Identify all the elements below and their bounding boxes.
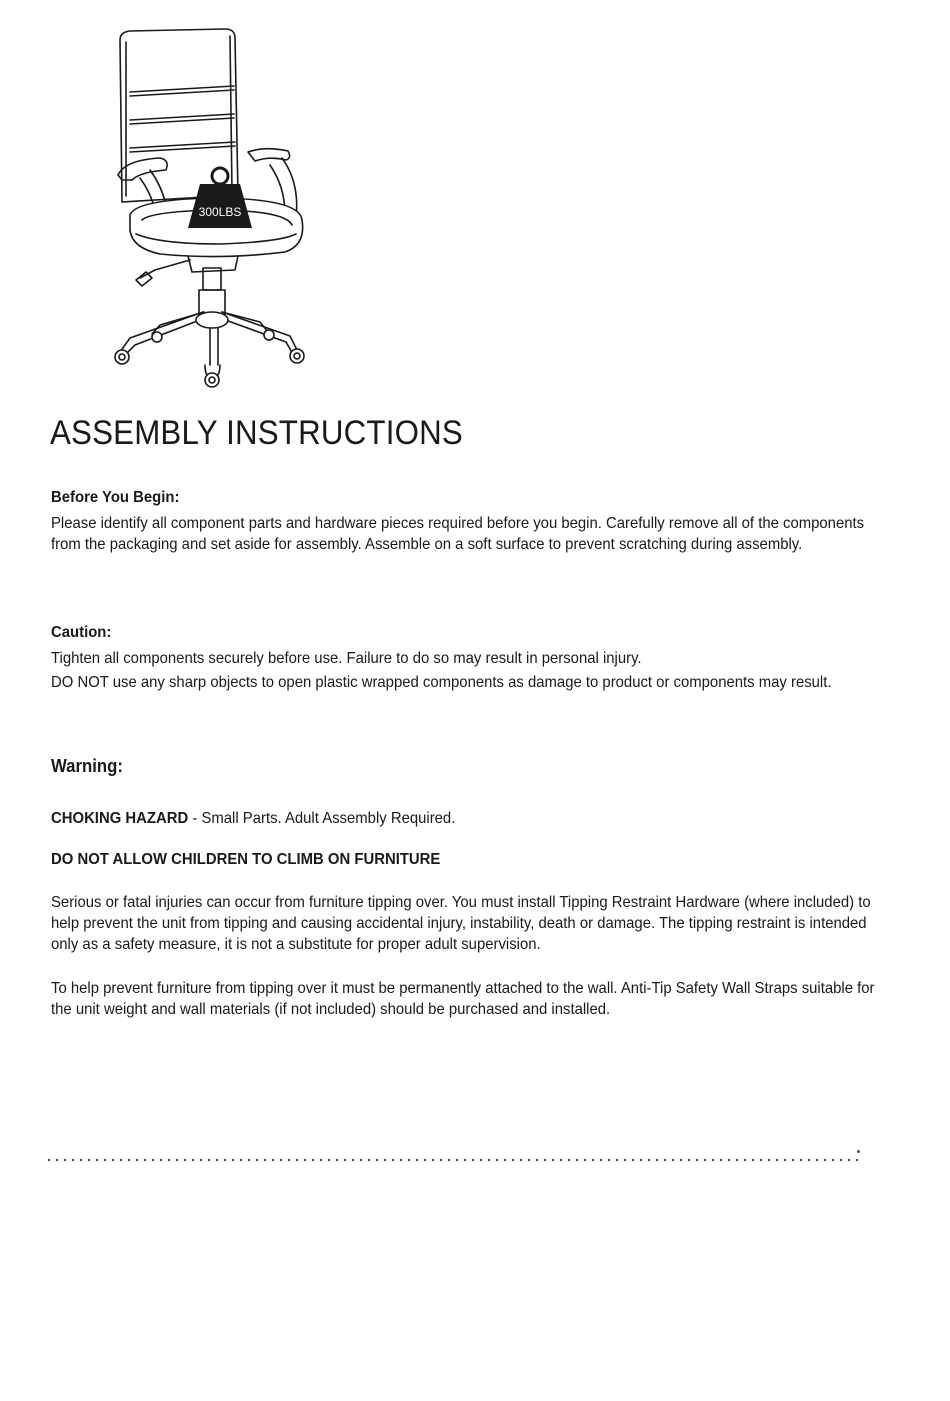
page-title: ASSEMBLY INSTRUCTIONS [50,414,463,452]
before-you-begin-section [51,489,881,555]
tipping-paragraph: Serious or fatal injuries can occur from furniture tipping over. You must install Tipping Restraint Hardware (where included) to help prevent the unit from tipping and causing accidental injury, instability, death or damage. The tipping restraint is intended only as a safety measure, it is not a substitute for proper adult supervision. [51,894,871,953]
before-heading: Before You Begin: [51,489,180,506]
climb-warning: DO NOT ALLOW CHILDREN TO CLIMB ON FURNITURE [51,851,441,868]
caution-line-1: Tighten all components securely before use. Failure to do so may result in personal injury. [51,650,642,667]
caution-section [51,624,881,693]
before-text: Please identify all component parts and hardware pieces required before you begin. Carefully remove all of the components from the packaging and set aside for assembly. Assemble on a soft surface to prevent scratching during assembly. [51,515,865,553]
anchor-paragraph-block [51,978,881,1020]
caution-line-2: DO NOT use any sharp objects to open plastic wrapped components as damage to product or components may result. [51,674,832,691]
climb-warning-line [51,851,881,869]
warning-heading: Warning: [51,756,123,776]
dotted-divider [45,1156,860,1164]
anchor-paragraph: To help prevent furniture from tipping over it must be permanently attached to the wall. Anti-Tip Safety Wall Straps suitable for the unit weight and wall materials (if not included) should be purchased and installed. [51,980,875,1018]
divider-end-dot [857,1150,860,1153]
choking-hazard-label: CHOKING HAZARD [51,810,189,827]
weight-label: 300LBS [198,205,242,219]
tipping-paragraph-block [51,892,881,955]
choking-hazard-line [51,810,881,828]
caution-heading: Caution: [51,624,112,641]
warning-heading-block [51,756,881,777]
office-chair-icon [100,20,320,400]
choking-hazard-text: - Small Parts. Adult Assembly Required. [188,810,456,827]
